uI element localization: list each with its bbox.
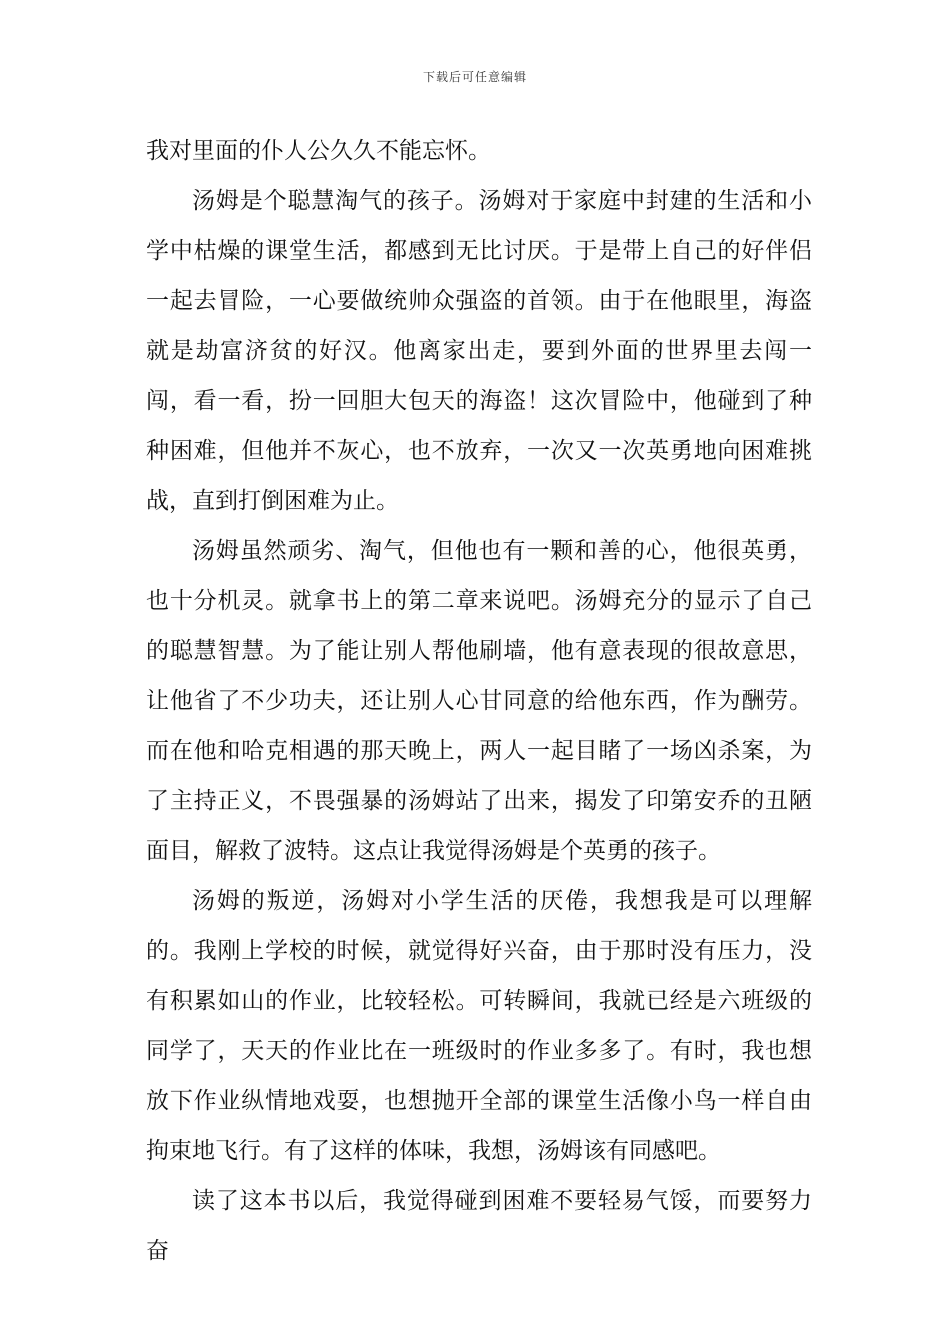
paragraph: 汤姆的叛逆，汤姆对小学生活的厌倦，我想我是可以理解的。我刚上学校的时候，就觉得好兴奋，由于那时没有压力，没有积累如山的作业，比较轻松。可转瞬间，我就已经是六班级的同学了，天天的作业比在一班级时的作业多多了。有时，我也想放下作业纵情地戏耍，也想抛开全部的课堂生活像小鸟一样自由拘束地飞行。有了这样的体味，我想，汤姆该有同感吧。 [146, 888, 812, 1164]
paragraph: 我对里面的仆人公久久不能忘怀。 [146, 138, 491, 164]
page-header: 下载后可任意编辑 [422, 70, 527, 84]
paragraph: 汤姆虽然顽劣、淘气，但他也有一颗和善的心，他很英勇，也十分机灵。就拿书上的第二章来说吧。汤姆充分的显示了自己的聪慧智慧。为了能让别人帮他刷墙，他有意表现的很故意思，让他省了不少功夫，还让别人心甘同意的给他东西，作为酬劳。而在他和哈克相遇的那天晚上，两人一起目睹了一场凶杀案，为了主持正义，不畏强暴的汤姆站了出来，揭发了印第安乔的丑陋面目，解救了波特。这点让我觉得汤姆是个英勇的孩子。 [146, 538, 812, 864]
paragraph: 汤姆是个聪慧淘气的孩子。汤姆对于家庭中封建的生活和小学中枯燥的课堂生活，都感到无比讨厌。于是带上自己的好伴侣一起去冒险，一心要做统帅众强盗的首领。由于在他眼里，海盗就是劫富济贫的好汉。他离家出走，要到外面的世界里去闯一闯，看一看，扮一回胆大包天的海盗！这次冒险中，他碰到了种种困难，但他并不灰心，也不放弃，一次又一次英勇地向困难挑战，直到打倒困难为止。 [146, 188, 812, 514]
paragraph: 读了这本书以后，我觉得碰到困难不要轻易气馁，而要努力奋 [146, 1188, 812, 1264]
document-body [146, 126, 812, 1276]
